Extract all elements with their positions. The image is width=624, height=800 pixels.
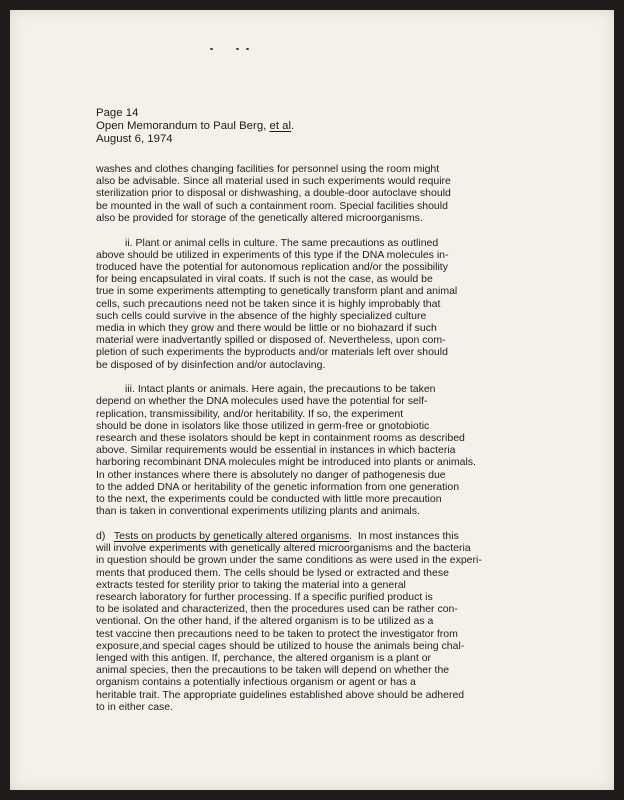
paragraph-cells-in-culture [96, 237, 578, 371]
text-line: research and these isolators should be kept in containment rooms as described [96, 432, 465, 445]
text-line: than is taken in conventional experiments utilizing plants and animals. [96, 505, 420, 518]
text-line: research laboratory for further processing. If a specific purified product is [96, 591, 433, 603]
paragraph-facilities [96, 163, 578, 224]
memo-header [96, 107, 294, 146]
text-line: replication, transmissibility, and/or heritability. If so, the experiment [96, 407, 404, 420]
section-title: Tests on products by genetically altered organisms [113, 529, 350, 542]
text-line: heritable trait. The appropriate guidelines established above should be adhered [96, 688, 465, 701]
text-line: above should be utilized in experiments of this type if the DNA molecules in- [96, 248, 449, 261]
scan-mark [236, 48, 239, 50]
text-line: to the added DNA or heritability of the genetic information from one generation [96, 480, 460, 493]
text-line: such cells could survive in the absence of the highly specialized culture [96, 309, 427, 322]
et-al: et al [269, 119, 292, 132]
text-line: also be advisable. Since all material used in such experiments would require [96, 175, 451, 188]
scan-marks [210, 48, 260, 54]
text-line: also be provided for storage of the genetically altered microorganisms. [96, 211, 423, 224]
text-line: to in either case. [96, 700, 174, 713]
text-line: should be done in isolators like those utilized in germ-free or gnotobiotic [96, 419, 430, 432]
text-line: cells, such precautions need not be taken since it is highly improbably that [96, 297, 441, 310]
text-line: ventional. On the other hand, if the altered organism is to be utilized as a [96, 615, 434, 628]
text-line: in question should be grown under the same conditions as were used in the experi- [96, 554, 482, 567]
scan-mark [210, 48, 213, 50]
section-heading-line: d) Tests on products by genetically altered organisms. In most instances this [96, 529, 459, 542]
text-line: material were inadvertantly spilled or disposed of. Nevertheless, upon com- [96, 334, 446, 347]
text-line: media in which they grow and there would be little or no biohazard if such [96, 321, 437, 334]
text-line: ments that produced them. The cells should be lysed or extracted and these [96, 566, 449, 579]
text-line: iii. Intact plants or animals. Here again, the precautions to be taken [125, 383, 436, 396]
scan-mark [246, 48, 249, 50]
paragraph-intact-plants-animals [96, 383, 578, 517]
document-page [10, 10, 614, 790]
text-line: be mounted in the wall of such a containment room. Special facilities should [96, 199, 448, 212]
text-line: washes and clothes changing facilities for personnel using the room might [96, 163, 440, 175]
text-line: true in some experiments attempting to genetically transform plant and animal [96, 285, 458, 298]
text-line: will involve experiments with genetically altered microorganisms and the bacteria [96, 542, 471, 555]
text-line: animal species, then the precautions to be taken will depend on whether the [96, 664, 450, 677]
text-line: to the next, the experiments could be conducted with little more precaution [96, 493, 442, 506]
text-line: exposure,and special cages should be utilized to house the animals being chal- [96, 639, 465, 652]
memo-title: Open Memorandum to Paul Berg, et al. [96, 119, 295, 132]
text-line: lenged with this antigen. If, perchance, the altered organism is a plant or [96, 652, 432, 665]
text-line: troduced have the potential for autonomous replication and/or the possibility [96, 260, 448, 273]
text-line: pletion of such experiments the byproducts and/or materials left over should [96, 346, 448, 359]
text-line: extracts tested for sterility prior to taking the material into a general [96, 578, 406, 591]
text-line: to be isolated and characterized, then the procedures used can be rather con- [96, 603, 458, 616]
text-line: above. Similar requirements would be essential in instances in which bacteria [96, 444, 456, 457]
text-line: harboring recombinant DNA molecules might be introduced into plants or animals. [96, 456, 476, 469]
text-line: organism contains a potentially infectious organism or agent or has a [96, 676, 416, 689]
text-line: In other instances where there is absolutely no danger of pathogenesis due [96, 468, 446, 481]
text-line: sterilization prior to disposal or dishwashing, a double-door autoclave should [96, 187, 451, 200]
text-line: depend on whether the DNA molecules used have the potential for self- [96, 395, 428, 408]
text-line: be disposed of by disinfection and/or autoclaving. [96, 358, 326, 371]
text-line: ii. Plant or animal cells in culture. The same precautions as outlined [125, 236, 439, 249]
page-number: Page 14 [96, 107, 139, 119]
text-line: test vaccine then precautions need to be taken to protect the investigator from [96, 627, 458, 640]
paragraph-tests-on-products [96, 530, 578, 713]
memo-date: August 6, 1974 [96, 132, 173, 145]
section-label: d) [96, 529, 114, 542]
memo-body [96, 163, 578, 726]
text-line: for being encapsulated in viral coats. If such is not the case, as would be [96, 273, 433, 286]
